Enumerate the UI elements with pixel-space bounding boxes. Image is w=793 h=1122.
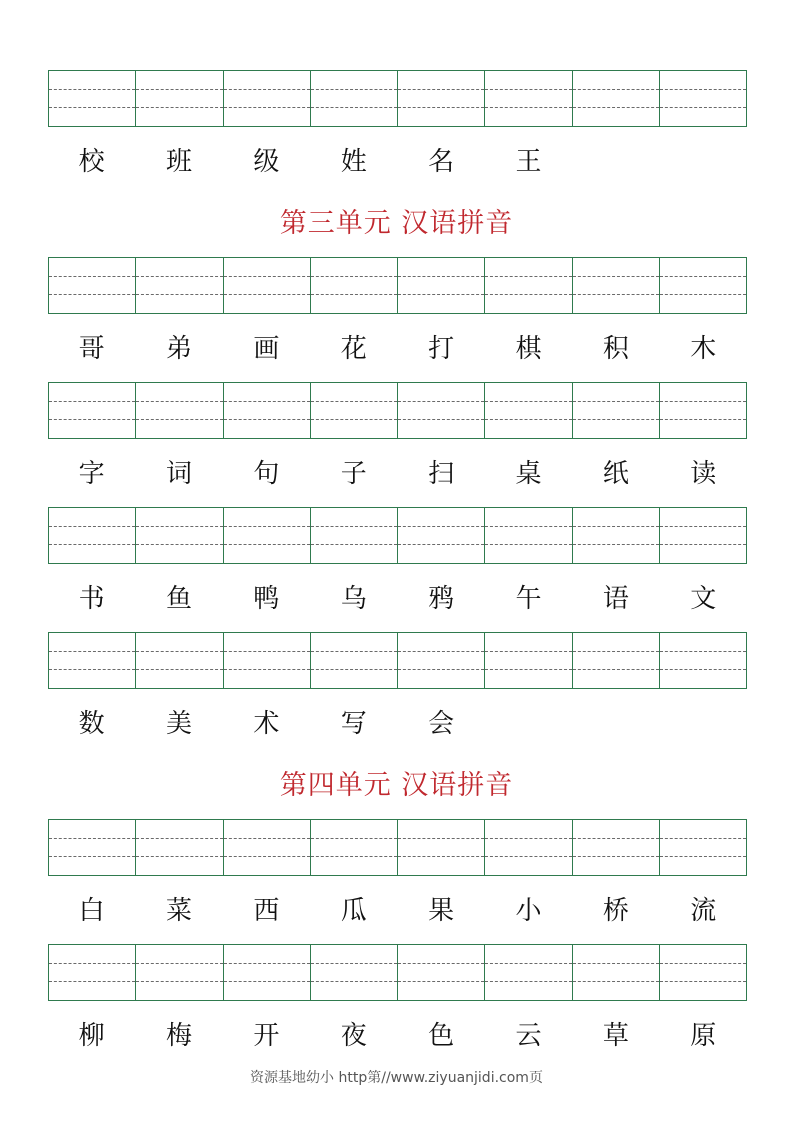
hanzi-character: 木 [690,334,717,364]
pinyin-cell [49,633,136,688]
hanzi-character: 午 [515,584,542,614]
pinyin-cell [485,633,572,688]
hanzi-character: 小 [515,896,542,926]
hanzi-character: 王 [515,147,542,177]
hanzi-character: 流 [690,896,717,926]
pinyin-cell [485,383,572,438]
hanzi-character: 字 [78,459,105,489]
hanzi-character: 鸭 [253,584,280,614]
pinyin-cell [311,508,398,563]
unit-title-4: 第四单元 汉语拼音 [279,770,514,801]
pinyin-cell [136,945,223,1000]
pinyin-cell [224,633,311,688]
pinyin-grid-2 [48,257,747,314]
hanzi-character: 打 [428,334,455,364]
hanzi-character: 词 [166,459,193,489]
pinyin-cell [398,383,485,438]
hanzi-character: 读 [690,459,717,489]
pinyin-cell [136,71,223,126]
pinyin-cell [660,71,746,126]
hanzi-character: 西 [253,896,280,926]
pinyin-cell [573,820,660,875]
pinyin-cell [224,71,311,126]
pinyin-cell [660,383,746,438]
hanzi-character: 句 [253,459,280,489]
hanzi-character: 班 [166,147,193,177]
hanzi-character [485,702,572,746]
pinyin-cell [311,945,398,1000]
hanzi-character: 柳 [78,1021,105,1051]
pinyin-cell [224,258,311,313]
pinyin-cell [660,945,746,1000]
pinyin-cell [49,945,136,1000]
pinyin-grid-6 [48,819,747,876]
pinyin-cell [136,508,223,563]
hanzi-character: 鱼 [166,584,193,614]
character-row-2 [48,327,747,371]
pinyin-cell [311,633,398,688]
hanzi-character: 花 [340,334,367,364]
pinyin-grid-3 [48,382,747,439]
pinyin-cell [136,258,223,313]
pinyin-cell [485,71,572,126]
hanzi-character: 色 [428,1021,455,1051]
pinyin-cell [224,383,311,438]
unit-title-3: 第三单元 汉语拼音 [279,208,514,239]
pinyin-cell [573,258,660,313]
hanzi-character: 数 [78,709,105,739]
character-row-5 [48,702,747,746]
pinyin-cell [136,383,223,438]
hanzi-character: 草 [602,1021,629,1051]
pinyin-cell [311,383,398,438]
pinyin-cell [311,258,398,313]
hanzi-character: 美 [166,709,193,739]
pinyin-cell [136,820,223,875]
pinyin-cell [485,820,572,875]
hanzi-character: 级 [253,147,280,177]
hanzi-character: 积 [602,334,629,364]
hanzi-character: 云 [515,1021,542,1051]
hanzi-character: 鸦 [428,584,455,614]
character-row-3 [48,452,747,496]
hanzi-character [572,702,659,746]
pinyin-cell [398,508,485,563]
pinyin-cell [311,71,398,126]
pinyin-cell [49,383,136,438]
hanzi-character: 开 [253,1021,280,1051]
pinyin-cell [136,633,223,688]
hanzi-character: 姓 [340,147,367,177]
pinyin-cell [49,258,136,313]
hanzi-character: 菜 [166,896,193,926]
hanzi-character [660,702,747,746]
hanzi-character: 术 [253,709,280,739]
pinyin-cell [573,633,660,688]
hanzi-character: 乌 [340,584,367,614]
hanzi-character: 会 [428,709,455,739]
hanzi-character: 果 [428,896,455,926]
hanzi-character: 文 [690,584,717,614]
pinyin-grid-1 [48,70,747,127]
character-row-6 [48,889,747,933]
character-row-1 [48,140,747,184]
pinyin-cell [224,820,311,875]
pinyin-grid-7 [48,944,747,1001]
hanzi-character: 校 [78,147,105,177]
character-row-7 [48,1014,747,1058]
hanzi-character: 扫 [428,459,455,489]
hanzi-character [660,140,747,184]
pinyin-cell [224,508,311,563]
character-row-4 [48,577,747,621]
hanzi-character: 梅 [166,1021,193,1051]
pinyin-cell [224,945,311,1000]
hanzi-character: 桥 [602,896,629,926]
hanzi-character: 棋 [515,334,542,364]
hanzi-character [572,140,659,184]
hanzi-character: 语 [602,584,629,614]
pinyin-cell [49,820,136,875]
hanzi-character: 白 [78,896,105,926]
pinyin-cell [573,383,660,438]
pinyin-cell [485,258,572,313]
pinyin-cell [660,633,746,688]
pinyin-cell [573,71,660,126]
pinyin-cell [573,945,660,1000]
hanzi-character: 夜 [340,1021,367,1051]
pinyin-cell [660,508,746,563]
hanzi-character: 画 [253,334,280,364]
pinyin-cell [398,258,485,313]
pinyin-cell [398,820,485,875]
hanzi-character: 子 [340,459,367,489]
hanzi-character: 瓜 [340,896,367,926]
hanzi-character: 哥 [78,334,105,364]
pinyin-cell [398,945,485,1000]
pinyin-cell [485,508,572,563]
hanzi-character: 桌 [515,459,542,489]
pinyin-cell [49,71,136,126]
pinyin-cell [49,508,136,563]
pinyin-cell [573,508,660,563]
page-footer: 资源基地幼小 http第//www.ziyuanjidi.com页 [250,1070,543,1086]
pinyin-grid-4 [48,507,747,564]
pinyin-cell [660,258,746,313]
pinyin-cell [398,633,485,688]
hanzi-character: 名 [428,147,455,177]
pinyin-cell [485,945,572,1000]
pinyin-cell [311,820,398,875]
pinyin-cell [398,71,485,126]
hanzi-character: 纸 [602,459,629,489]
pinyin-cell [660,820,746,875]
hanzi-character: 写 [340,709,367,739]
hanzi-character: 原 [690,1021,717,1051]
hanzi-character: 书 [78,584,105,614]
pinyin-grid-5 [48,632,747,689]
hanzi-character: 弟 [166,334,193,364]
